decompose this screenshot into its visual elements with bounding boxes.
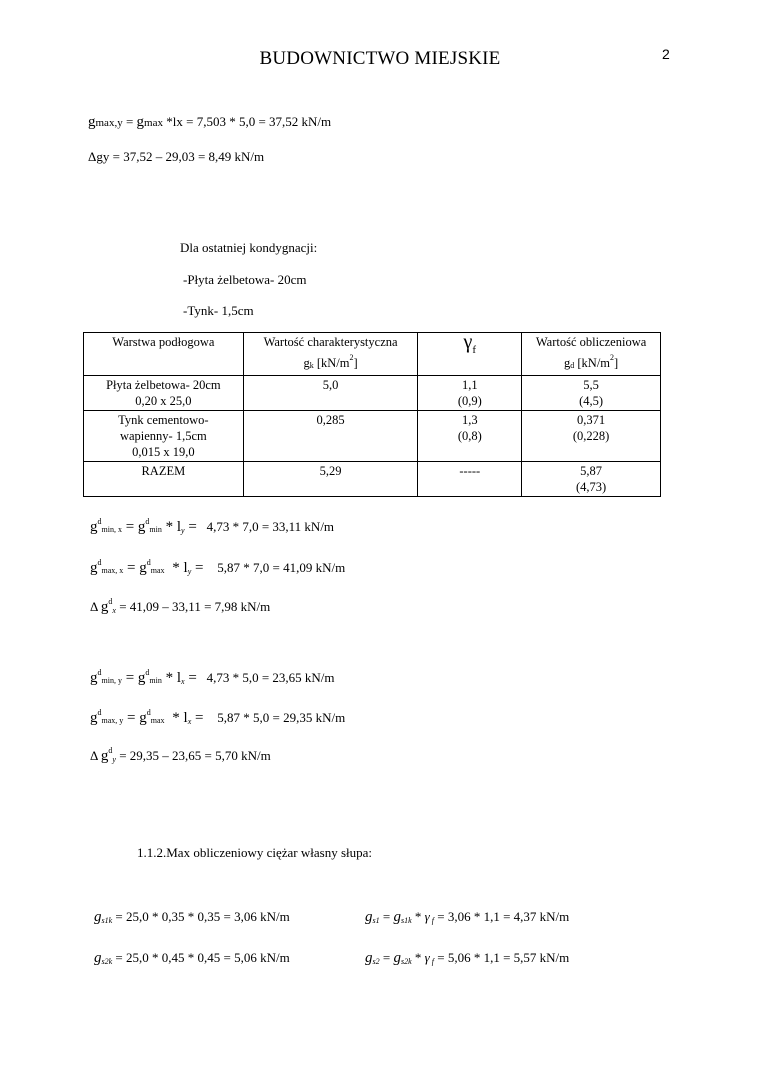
cell-layer: Tynk cementowo- wapienny- 1,5cm 0,015 x 19,0 <box>84 411 244 462</box>
table-row <box>84 411 661 462</box>
intro-item-plaster: -Tynk- 1,5cm <box>183 303 254 318</box>
cell-gamma: ----- <box>418 462 522 497</box>
section-heading: 1.1.2.Max obliczeniowy ciężar własny słupa: <box>137 845 373 860</box>
eq-delta-gd-x: Δ $g^dx = 41,09 - 33,11 = 7,98$ kN/m <box>90 597 271 615</box>
intro-heading: Dla ostatniej kondygnacji: <box>180 240 318 255</box>
eq-gd-max-y: $g^d\max$, $y = g^d\max$ * lx = 5,87 * 5,0 = 29,35 kN/m <box>90 708 346 726</box>
cell-design: 0,371 (0,228) <box>522 411 661 462</box>
page-number: 2 <box>662 46 670 62</box>
eq-gs2: gs2 = gs2k * γ f = 5,06 * 1,1 = 5,57 kN/m <box>365 950 570 966</box>
table-header-row <box>84 333 661 376</box>
cell-design: 5,87 (4,73) <box>522 462 661 497</box>
cell-gamma: 1,3 (0,8) <box>418 411 522 462</box>
table-row <box>84 376 661 411</box>
eq-gd-min-x: $g^d\min$, $x = g^d\min$ * ly = 4,73 * 7,0 = 33,11 kN/m <box>90 517 335 535</box>
eq-gd-min-y: $g^d\min$, $y = g^d\min$ * lx = 4,73 * 5,0 = 23,65 kN/m <box>90 668 335 686</box>
eq-gs1k: gs1k = 25,0 * 0,35 * 0,35 = 3,06 kN/m <box>94 909 290 925</box>
eq-gmax-y: gmax,y = gmax *lx = 7,503 * 5,0 = 37,52 kN/m <box>88 114 332 130</box>
eq-gs1: gs1 = gs1k * γ f = 3,06 * 1,1 = 4,37 kN/m <box>365 909 570 925</box>
header-layer: Warstwa podłogowa <box>84 333 244 376</box>
layers-table <box>83 332 661 497</box>
eq-delta-gy: Δgy = 37,52 – 29,03 = 8,49 kN/m <box>88 149 265 164</box>
cell-layer: Płyta żelbetowa- 20cm 0,20 x 25,0 <box>84 376 244 411</box>
cell-gamma: 1,1 (0,9) <box>418 376 522 411</box>
table-row-total <box>84 462 661 497</box>
cell-char: 0,285 <box>243 411 418 462</box>
header-design: Wartość obliczeniowa gd $[kN/m^2]$ <box>522 333 661 376</box>
intro-item-slab: -Płyta żelbetowa- 20cm <box>183 272 307 287</box>
eq-delta-gd-y: Δ $g^dy = 29,35 - 23,65 = 5,70$ kN/m <box>90 746 271 764</box>
eq-gd-max-x: $g^d\max$, $x = g^d\max$ * ly = 5,87 * 7,0 = 41,09 kN/m <box>90 558 346 576</box>
eq-gs2k: gs2k = 25,0 * 0,45 * 0,45 = 5,06 kN/m <box>94 950 290 966</box>
page-title: BUDOWNICTWO MIEJSKIE <box>259 48 501 69</box>
header-characteristic: Wartość charakterystyczna gk $[kN/m^2]$ <box>243 333 418 376</box>
cell-layer: RAZEM <box>84 462 244 497</box>
cell-char: 5,0 <box>243 376 418 411</box>
cell-design: 5,5 (4,5) <box>522 376 661 411</box>
header-gamma: $\gamma_f$ <box>418 333 522 376</box>
cell-char: 5,29 <box>243 462 418 497</box>
